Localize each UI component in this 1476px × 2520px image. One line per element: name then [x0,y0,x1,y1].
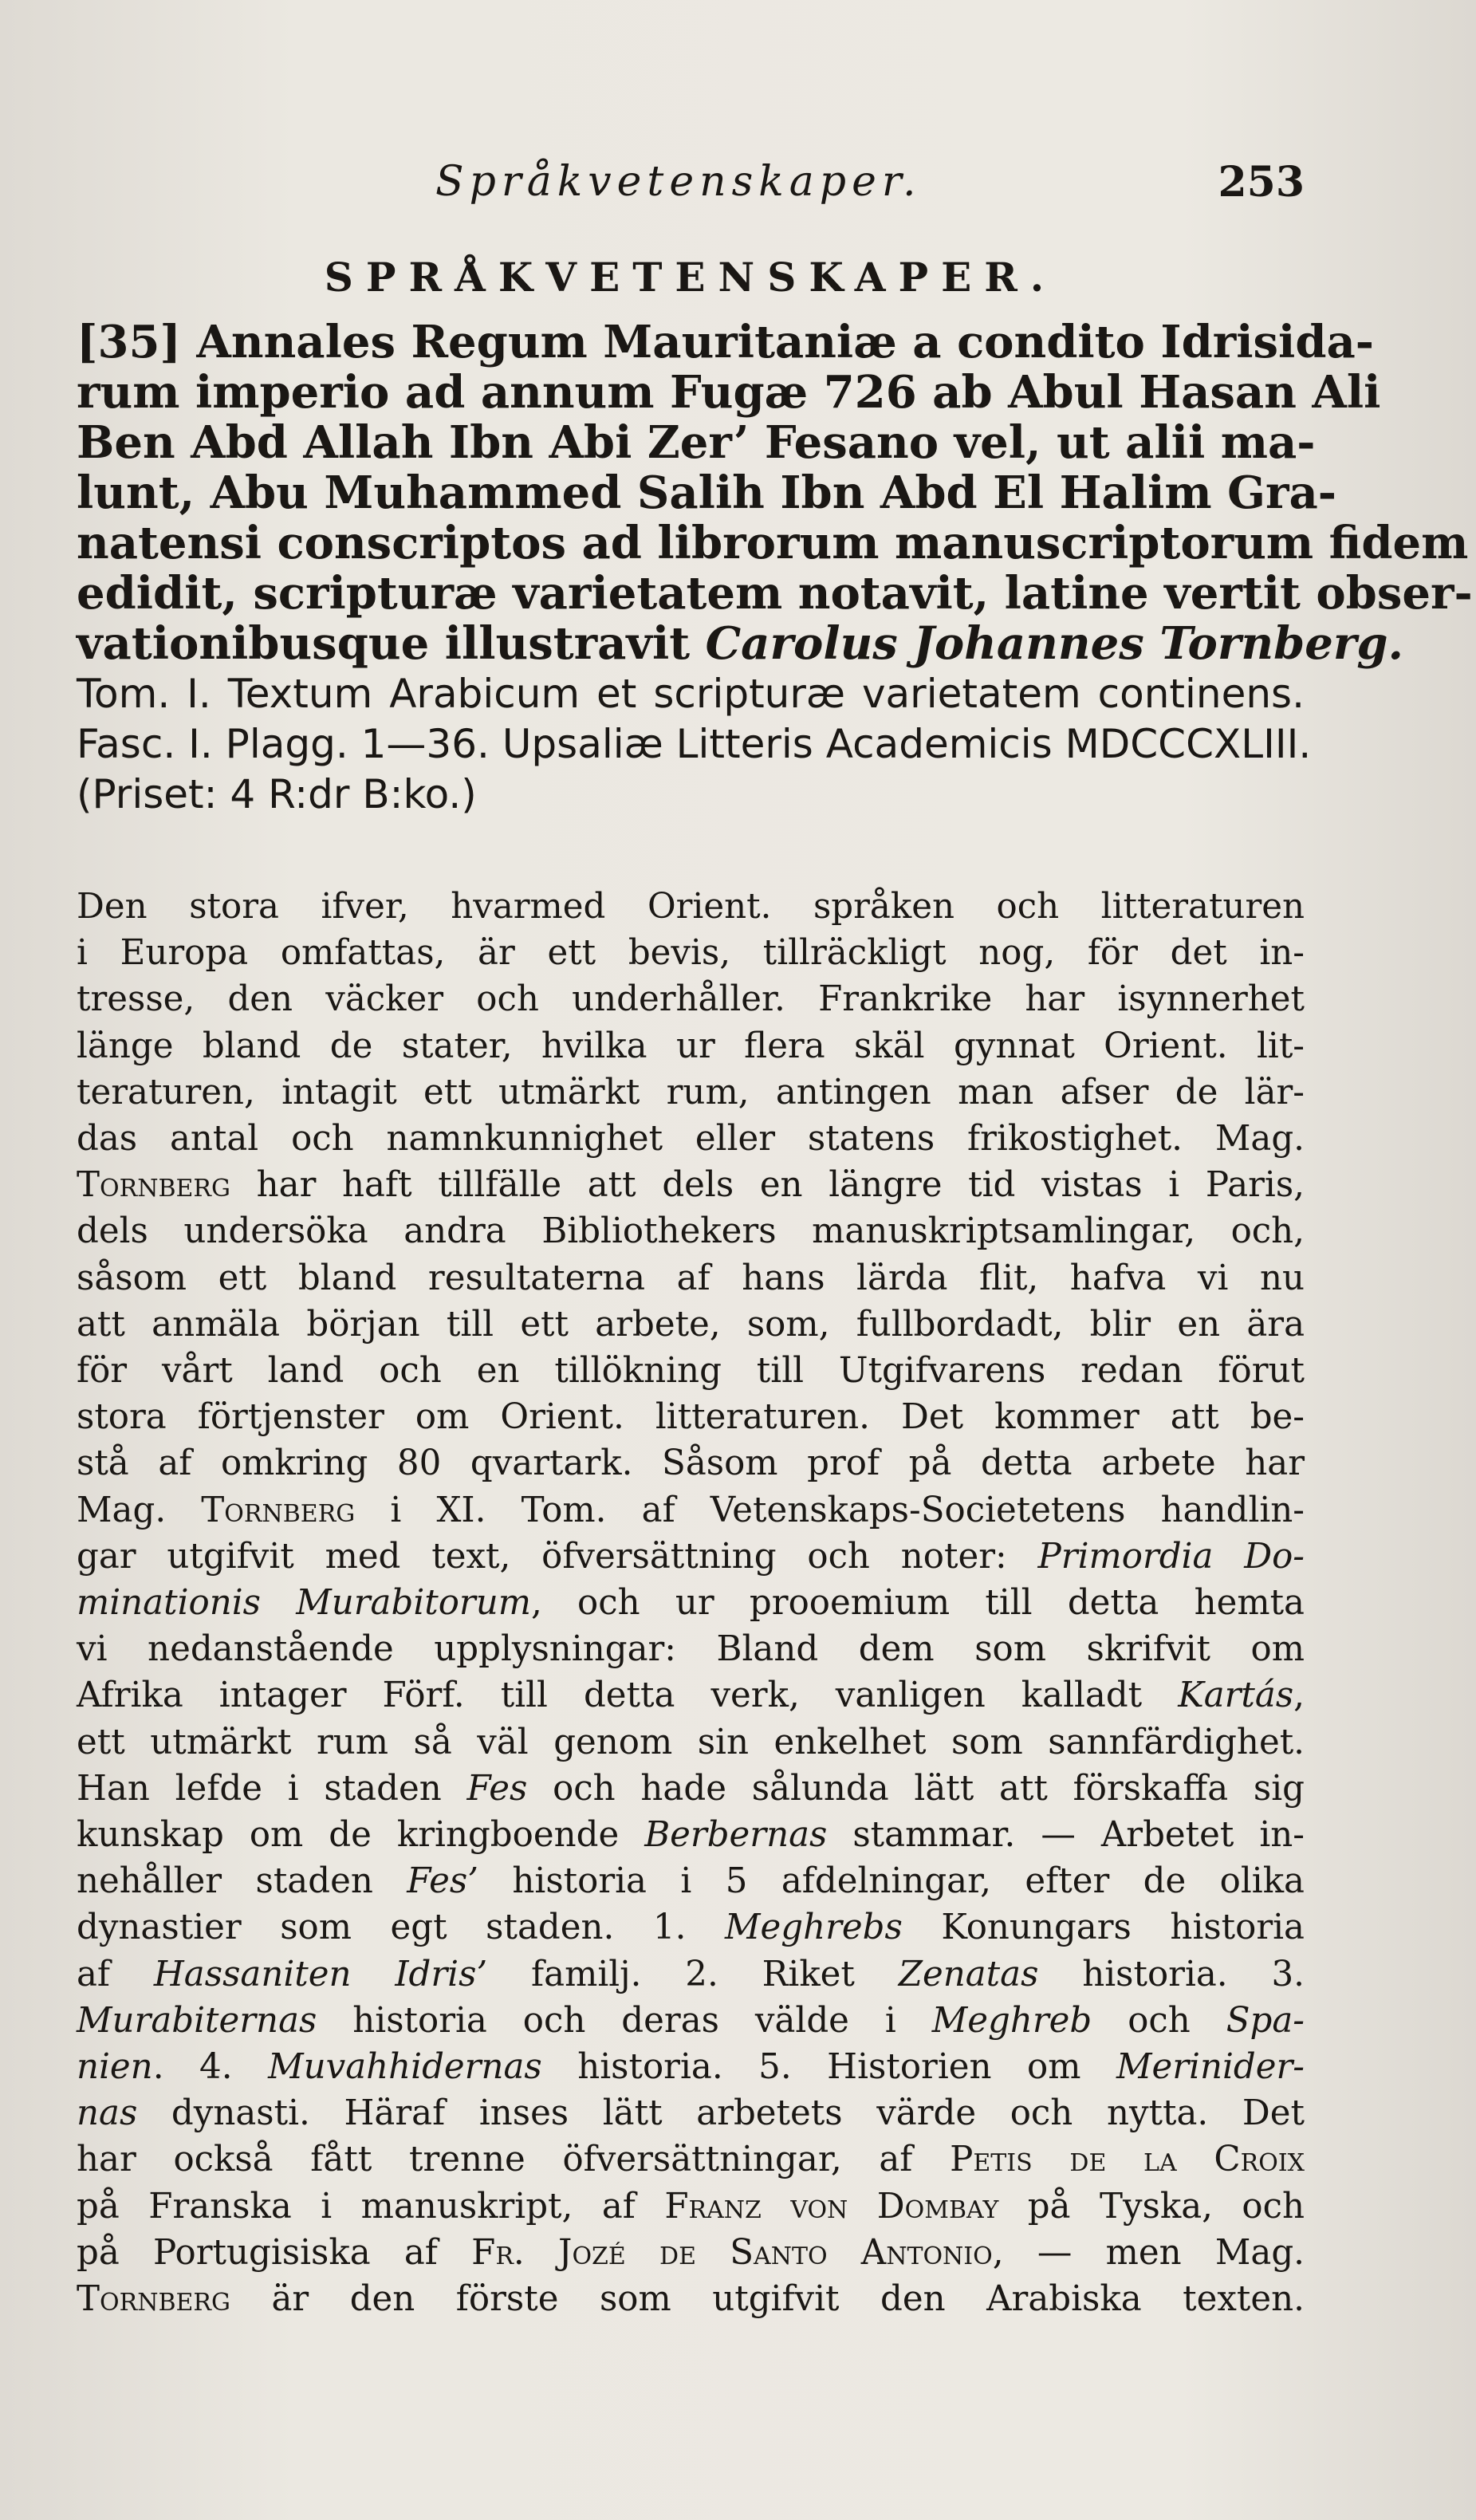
body-text: är den förste som utgifvit den Arabiska texten. [230,2279,1305,2320]
body-text: historia. 3. [1038,1954,1305,1994]
body-text: gar utgifvit med text, öfversättning och noter: [77,1536,1038,1577]
body-text: har haft tillfälle att dels en längre tid vistas i Paris, [230,1165,1305,1206]
person-name: Franz von Dombay [664,2186,999,2227]
body-line: tresse, den väcker och underhåller. Frankrike har isynnerhet [77,979,1305,1020]
entry-text: vationibusque illustravit [77,617,691,670]
body-text: . 4. [152,2047,269,2088]
work-title: minationis Murabitorum [77,1583,531,1624]
body-text: kunskap om de kringboende [77,1815,645,1856]
body-line: såsom ett bland resultaterna af hans lärda flit, hafva vi nu [77,1258,1305,1298]
place-name: Fes [466,1768,528,1809]
body-text: på Portugisiska af [77,2232,472,2273]
body-line [77,2230,1305,2276]
body-text: historia. 5. Historien om [541,2047,1116,2088]
entry-line: lunt, Abu Muhammed Salih Ibn Abd El Halim Gra- [77,467,1336,519]
person-name: Petis de la Croix [950,2140,1305,2180]
entry-line: Fasc. I. Plagg. 1—36. Upsaliæ Litteris Academicis MDCCCXLIII. [77,721,1312,767]
people-name: nas [77,2093,138,2134]
body-line [77,1162,1305,1208]
body-line [77,1998,1305,2044]
entry-line: Ben Abd Allah Ibn Abi Zer’ Fesano vel, ut alii ma- [77,416,1316,469]
body-text: och [1092,2000,1226,2041]
body-text: har också fått trenne öfversättningar, af [77,2140,951,2180]
body-line [77,1534,1305,1580]
place-name: Meghrebs [724,1908,903,1948]
work-title: Kartás [1178,1675,1294,1716]
body-line: i Europa omfattas, är ett bevis, tillräckligt nog, för det in- [77,933,1305,974]
body-text: , och ur prooemium till detta hemta [530,1583,1305,1624]
body-text: Konungars historia [902,1908,1305,1948]
running-head-title: Språkvetenskaper. [435,158,922,206]
entry-line: edidit, scripturæ varietatem notavit, latine vertit obser- [77,567,1473,620]
body-line [77,1858,1305,1904]
people-name: Berbernas [644,1815,828,1856]
body-line [77,1672,1305,1719]
body-text: stammar. — Arbetet in- [827,1815,1305,1856]
body-text: af [77,1954,154,1994]
body-text: på Franska i manuskript, af [77,2186,665,2227]
body-text: Afrika intager Förf. till detta verk, vanligen kalladt [77,1675,1179,1716]
person-name: Tornberg [201,1490,356,1530]
body-text: , — men Mag. [992,2232,1305,2273]
body-line [77,2183,1305,2230]
person-name: Tornberg [77,1165,230,1206]
body-line: ett utmärkt rum så väl genom sin enkelhet som sannfärdighet. [77,1722,1305,1762]
body-text: dynasti. Häraf inses lätt arbetets värde och nytta. Det [137,2093,1305,2134]
body-line [77,2136,1305,2183]
body-line [77,1580,1305,1626]
body-text: och hade sålunda lätt att förskaffa sig [527,1768,1305,1809]
entry-line [77,617,1404,670]
body-line [77,1766,1305,1812]
body-text: Mag. [77,1490,202,1530]
running-head [77,158,1305,214]
body-text: historia i 5 afdelningar, efter de olika [478,1861,1305,1902]
body-line: vi nedanstående upplysningar: Bland dem som skrifvit om [77,1629,1305,1670]
body-text: historia och deras välde i [317,2000,932,2041]
review-body [77,884,1305,2322]
body-line [77,1951,1305,1998]
place-name: Spa- [1226,2000,1305,2041]
people-name: Hassaniten Idris’ [153,1954,488,1994]
person-name: Tornberg [77,2279,230,2320]
place-name: nien [77,2047,153,2088]
body-line [77,1487,1305,1534]
entry-line: Tom. I. Textum Arabicum et scripturæ varietatem continens. [77,671,1305,717]
entry-line: [35] Annales Regum Mauritaniæ a condito Idrisida- [77,316,1375,368]
body-line [77,1904,1305,1951]
section-heading: SPRÅKVETENSKAPER. [324,254,1057,301]
body-line [77,2090,1305,2136]
body-line [77,2276,1305,2322]
body-line: för vårt land och en tillökning till Utgifvarens redan förut [77,1351,1305,1392]
person-name: Fr. Jozé de Santo Antonio [471,2232,993,2273]
body-line: stora förtjenster om Orient. litteraturen. Det kommer att be- [77,1397,1305,1438]
page-number: 253 [1218,158,1305,207]
body-text: på Tyska, och [998,2186,1305,2227]
entry-line: natensi conscriptos ad librorum manuscriptorum fidem [77,517,1469,569]
work-title: Primordia Do- [1037,1536,1305,1577]
body-text: dynastier som egt staden. 1. [77,1908,725,1948]
place-name: Meghreb [931,2000,1092,2041]
entry-price: (Priset: 4 R:dr B:ko.) [77,771,477,817]
place-name: Fes’ [407,1861,478,1902]
body-line: stå af omkring 80 qvartark. Såsom prof på detta arbete har [77,1443,1305,1484]
body-line: länge bland de stater, hvilka ur flera skäl gynnat Orient. lit- [77,1026,1305,1066]
body-line: att anmäla början till ett arbete, som, fullbordadt, blir en ära [77,1304,1305,1345]
body-text: , [1293,1675,1305,1716]
entry-line: rum imperio ad annum Fugæ 726 ab Abul Hasan Ali [77,366,1381,419]
body-text: nehåller staden [77,1861,407,1902]
people-name: Muvahhidernas [268,2047,542,2088]
body-line [77,1812,1305,1858]
author-name: Carolus Johannes Tornberg. [705,617,1404,670]
body-text: familj. 2. Riket [487,1954,899,1994]
people-name: Merinider- [1116,2047,1305,2088]
people-name: Zenatas [898,1954,1039,1994]
body-line: dels undersöka andra Bibliothekers manuskriptsamlingar, och, [77,1211,1305,1252]
body-text: i XI. Tom. af Vetenskaps-Societetens handlin- [355,1490,1305,1530]
bibliographic-entry [77,316,1473,820]
body-line: Den stora ifver, hvarmed Orient. språken och litteraturen [77,887,1305,927]
body-line: teraturen, intagit ett utmärkt rum, antingen man afser de lär- [77,1072,1305,1112]
body-line: das antal och namnkunnighet eller statens frikostighet. Mag. [77,1119,1305,1160]
body-text: Han lefde i staden [77,1768,467,1809]
people-name: Murabiternas [77,2000,317,2041]
body-line [77,2044,1305,2090]
